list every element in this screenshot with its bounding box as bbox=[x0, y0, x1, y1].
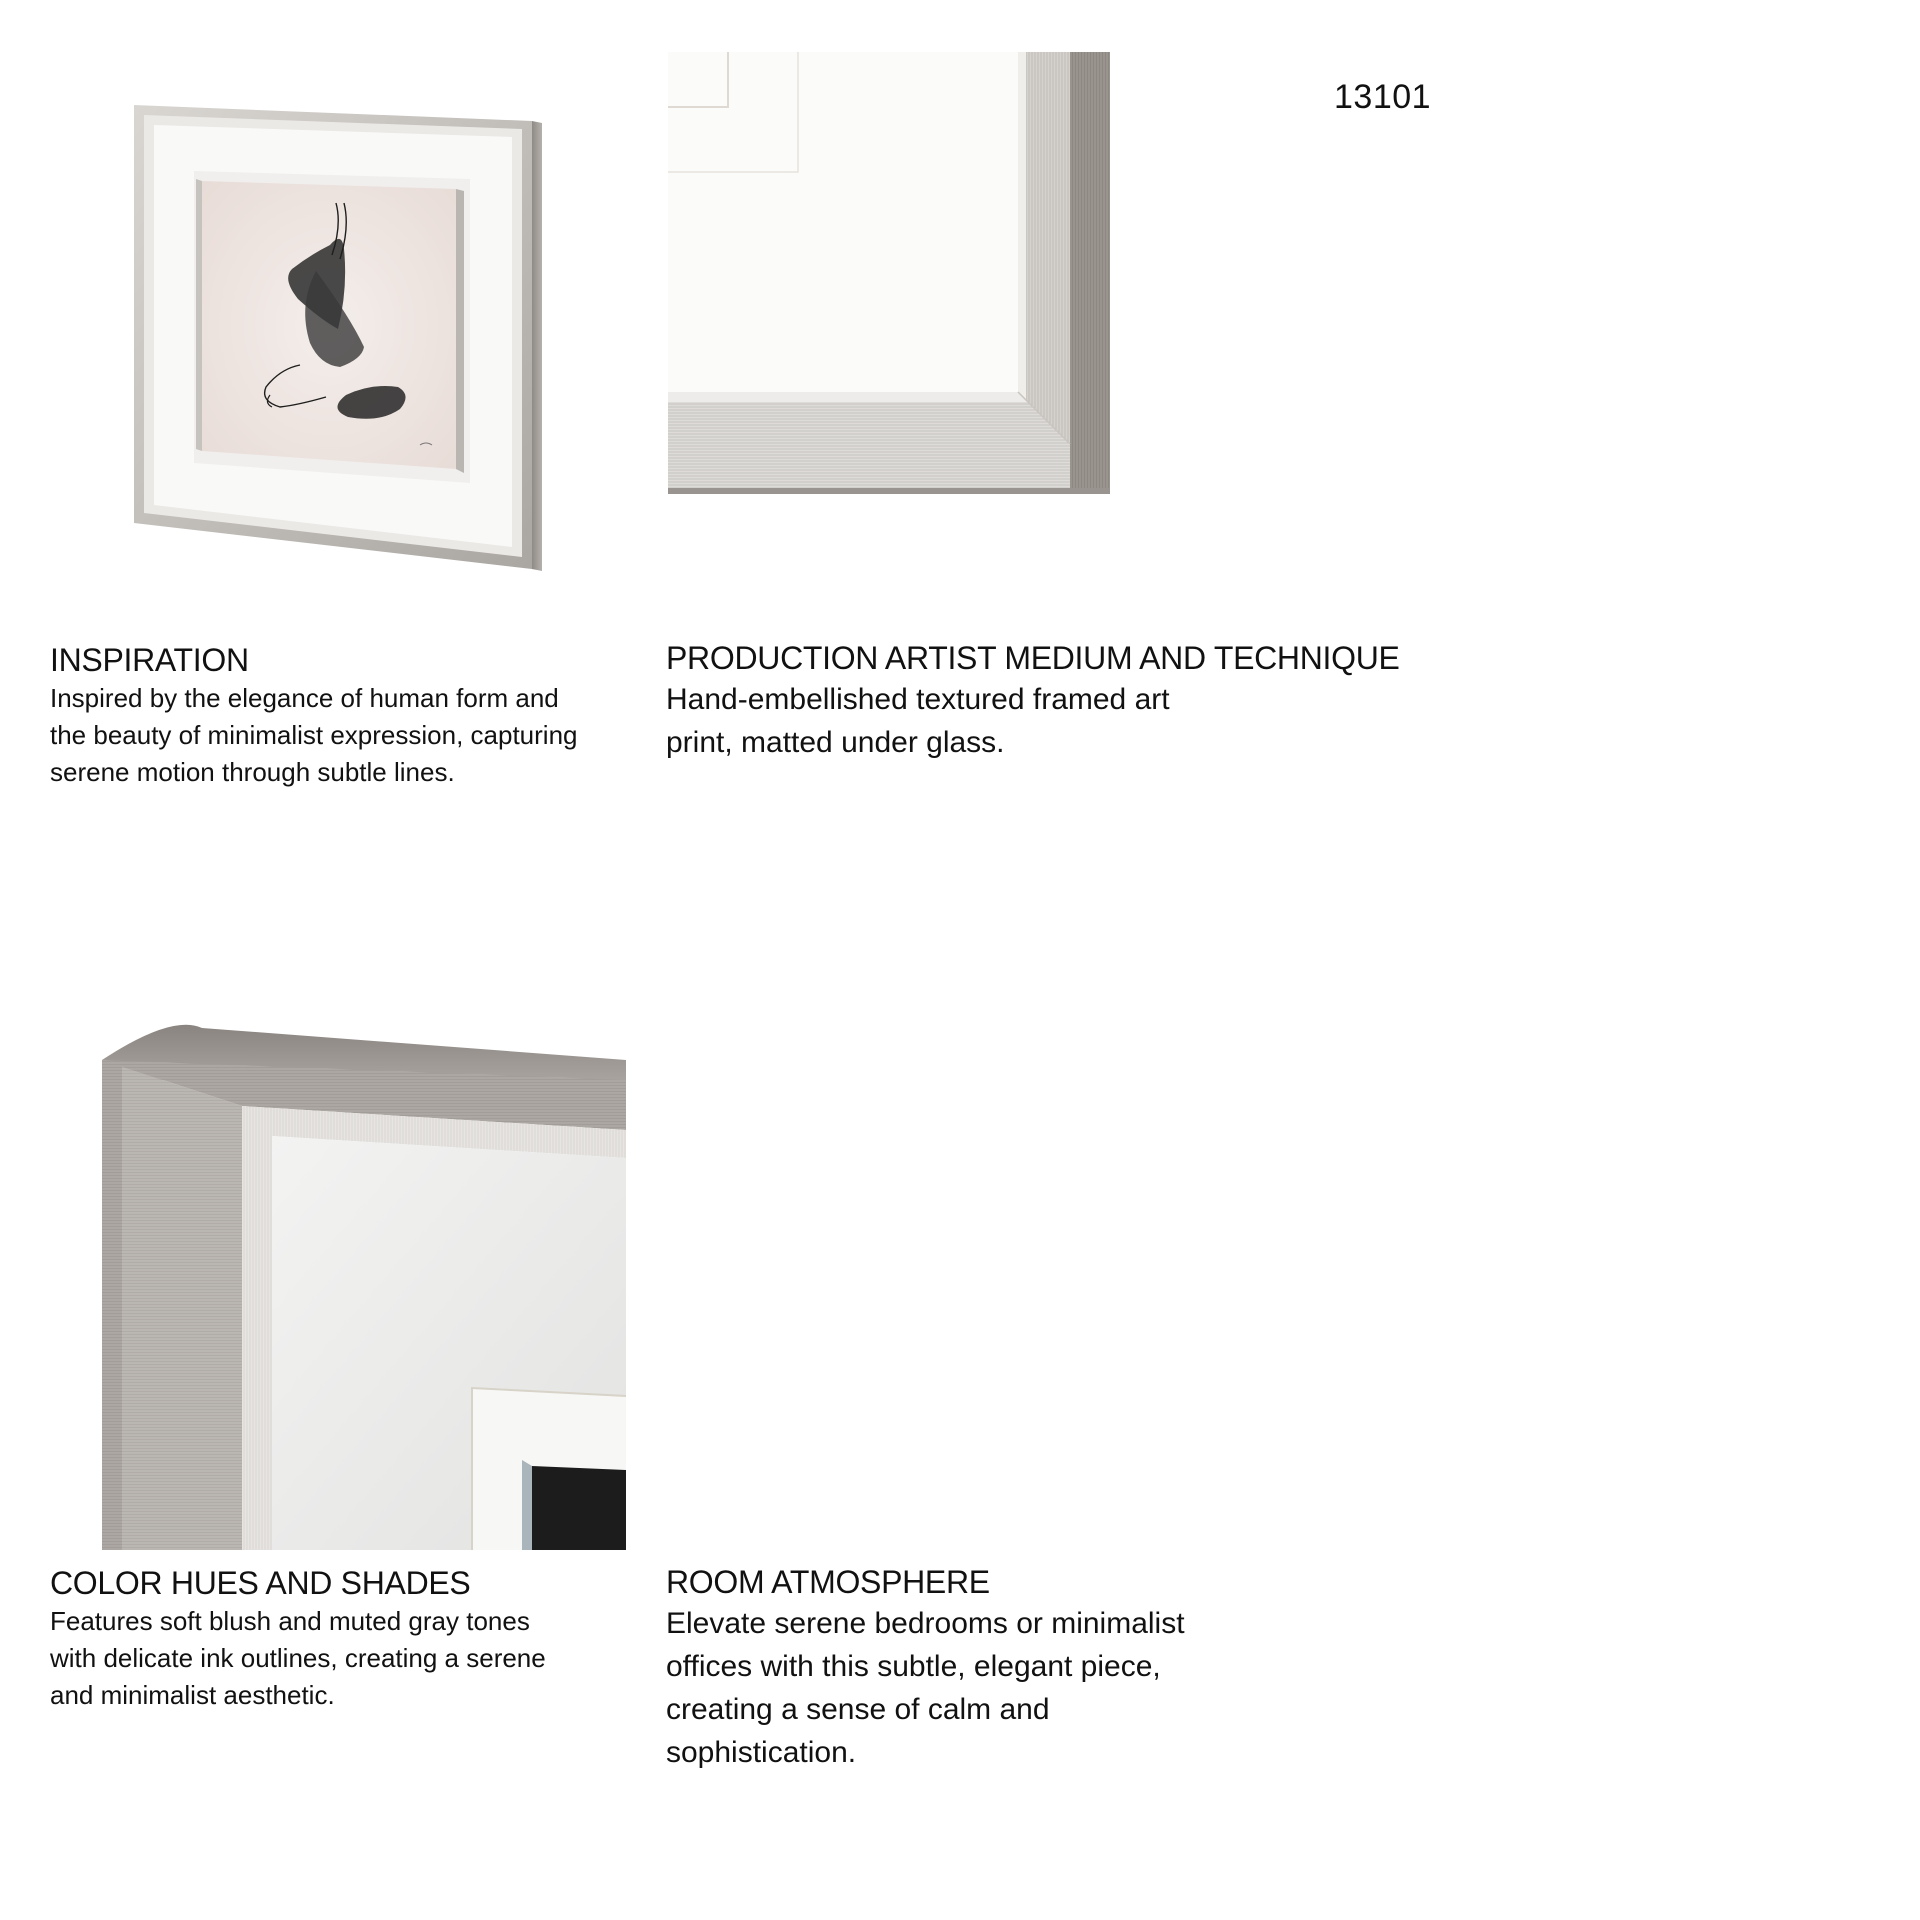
room-text bbox=[666, 1602, 1246, 1774]
room-line: offices with this subtle, elegant piece, bbox=[666, 1650, 1161, 1683]
inspiration-text bbox=[50, 680, 650, 791]
color-line: and minimalist aesthetic. bbox=[50, 1680, 335, 1710]
frame-corner-detail bbox=[668, 52, 1110, 494]
inspiration-section bbox=[50, 642, 650, 791]
inspiration-line: Inspired by the elegance of human form and bbox=[50, 683, 559, 713]
color-line: with delicate ink outlines, creating a serene bbox=[50, 1643, 546, 1673]
color-text bbox=[50, 1603, 650, 1714]
color-section bbox=[50, 1565, 650, 1714]
color-line: Features soft blush and muted gray tones bbox=[50, 1606, 530, 1636]
inspiration-line: the beauty of minimalist expression, capturing bbox=[50, 720, 578, 750]
room-line: Elevate serene bedrooms or minimalist bbox=[666, 1607, 1185, 1640]
frame-corner-illustration bbox=[668, 52, 1110, 494]
frame-profile-illustration bbox=[102, 1020, 626, 1550]
room-section bbox=[666, 1564, 1266, 1774]
framed-art-illustration bbox=[120, 95, 560, 580]
inspiration-line: serene motion through subtle lines. bbox=[50, 757, 455, 787]
inspiration-heading: INSPIRATION bbox=[50, 642, 249, 678]
production-text bbox=[666, 678, 1246, 764]
color-heading: COLOR HUES AND SHADES bbox=[50, 1565, 471, 1601]
product-number: 13101 bbox=[1334, 78, 1432, 116]
room-heading: ROOM ATMOSPHERE bbox=[666, 1564, 990, 1600]
room-line: sophistication. bbox=[666, 1736, 857, 1769]
production-section bbox=[666, 640, 1486, 764]
room-line: creating a sense of calm and bbox=[666, 1693, 1050, 1726]
production-line: Hand-embellished textured framed art bbox=[666, 683, 1170, 716]
framed-art-photo bbox=[120, 95, 560, 580]
production-line: print, matted under glass. bbox=[666, 726, 1005, 759]
production-heading: PRODUCTION ARTIST MEDIUM AND TECHNIQUE bbox=[666, 640, 1400, 676]
frame-profile-detail bbox=[102, 1020, 626, 1550]
